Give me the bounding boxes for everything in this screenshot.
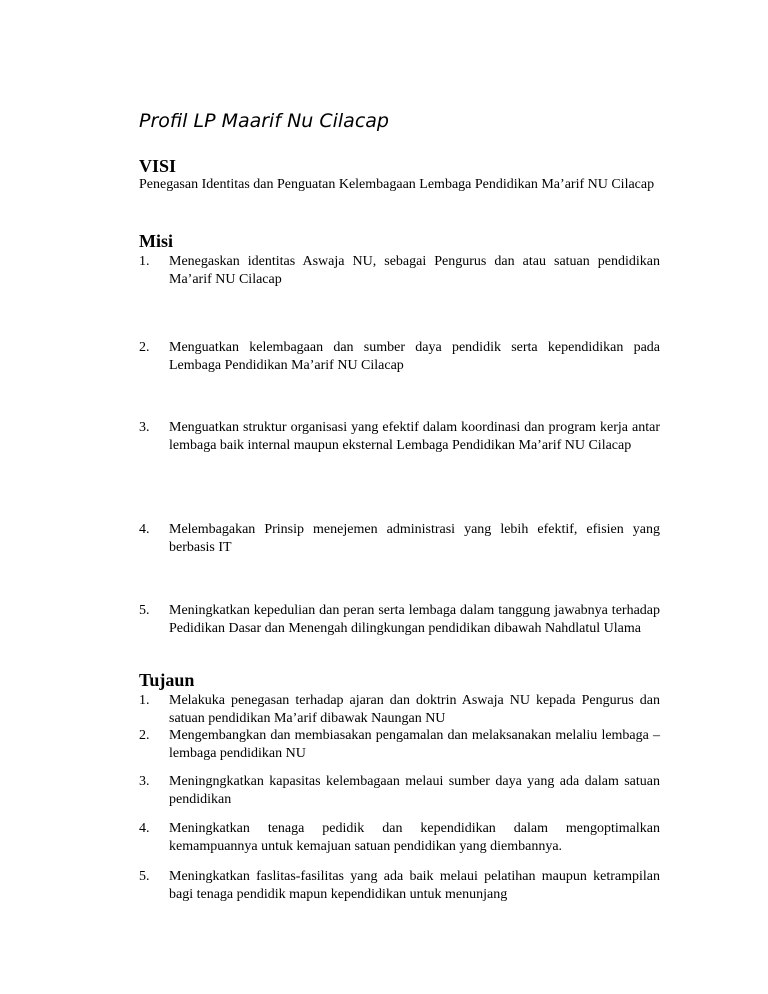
misi-heading: Misi	[139, 231, 173, 251]
misi-item-text: Menguatkan struktur organisasi yang efektif dalam koordinasi dan program kerja antar lembaga baik internal maupun eksternal Lembaga Pendidikan Ma’arif NU Cilacap	[169, 420, 660, 453]
misi-item-number: 4.	[139, 522, 150, 537]
tujuan-item	[139, 773, 660, 809]
misi-item-number: 5.	[139, 603, 150, 618]
tujuan-item	[139, 692, 660, 728]
tujuan-item-text: Mengembangkan dan membiasakan pengamalan dan melaksanakan melaliu lembaga –lembaga pendidikan NU	[169, 728, 660, 761]
misi-item	[139, 253, 660, 289]
tujuan-item-number: 2.	[139, 728, 150, 743]
tujuan-item-text: Meningngkatkan kapasitas kelembagaan melaui sumber daya yang ada dalam satuan pendidikan	[169, 774, 660, 807]
misi-item-number: 1.	[139, 254, 150, 269]
tujuan-item-number: 1.	[139, 693, 150, 708]
document-title: Profil LP Maarif Nu Cilacap	[139, 110, 389, 132]
misi-item-text: Melembagakan Prinsip menejemen administrasi yang lebih efektif, efisien yang berbasis IT	[169, 522, 660, 555]
visi-heading: VISI	[139, 156, 177, 176]
tujuan-item-text: Melakuka penegasan terhadap ajaran dan doktrin Aswaja NU kepada Pengurus dan satuan pendidikan Ma’arif dibawak Naungan NU	[169, 693, 660, 726]
misi-item	[139, 602, 660, 638]
tujuan-item-number: 3.	[139, 774, 150, 789]
misi-item-text: Menguatkan kelembagaan dan sumber daya pendidik serta kependidikan pada Lembaga Pendidikan Ma’arif NU Cilacap	[169, 340, 660, 373]
tujuan-heading: Tujaun	[139, 670, 195, 690]
misi-item-text: Menegaskan identitas Aswaja NU, sebagai Pengurus dan atau satuan pendidikan Ma’arif NU Cilacap	[169, 254, 660, 287]
visi-text: Penegasan Identitas dan Penguatan Kelembagaan Lembaga Pendidikan Ma’arif NU Cilacap	[139, 177, 655, 192]
misi-item-number: 2.	[139, 340, 150, 355]
tujuan-item-text: Meningkatkan faslitas-fasilitas yang ada baik melaui pelatihan maupun ketrampilan bagi tenaga pendidik mapun kependidikan untuk menunjang	[169, 869, 660, 902]
tujuan-item-text: Meningkatkan tenaga pedidik dan kependidikan dalam mengoptimalkan kemampuannya untuk kemajuan satuan pendidikan yang diembannya.	[169, 821, 660, 854]
misi-item-number: 3.	[139, 420, 150, 435]
tujuan-item-number: 4.	[139, 821, 150, 836]
misi-item-text: Meningkatkan kepedulian dan peran serta lembaga dalam tanggung jawabnya terhadap Pedidikan Dasar dan Menengah dilingkungan pendidikan dibawah Nahdlatul Ulama	[169, 603, 660, 636]
tujuan-item	[139, 727, 660, 763]
tujuan-item-number: 5.	[139, 869, 150, 884]
misi-item	[139, 419, 660, 455]
misi-item	[139, 521, 660, 557]
misi-item	[139, 339, 660, 375]
tujuan-item	[139, 868, 660, 904]
tujuan-item	[139, 820, 660, 856]
